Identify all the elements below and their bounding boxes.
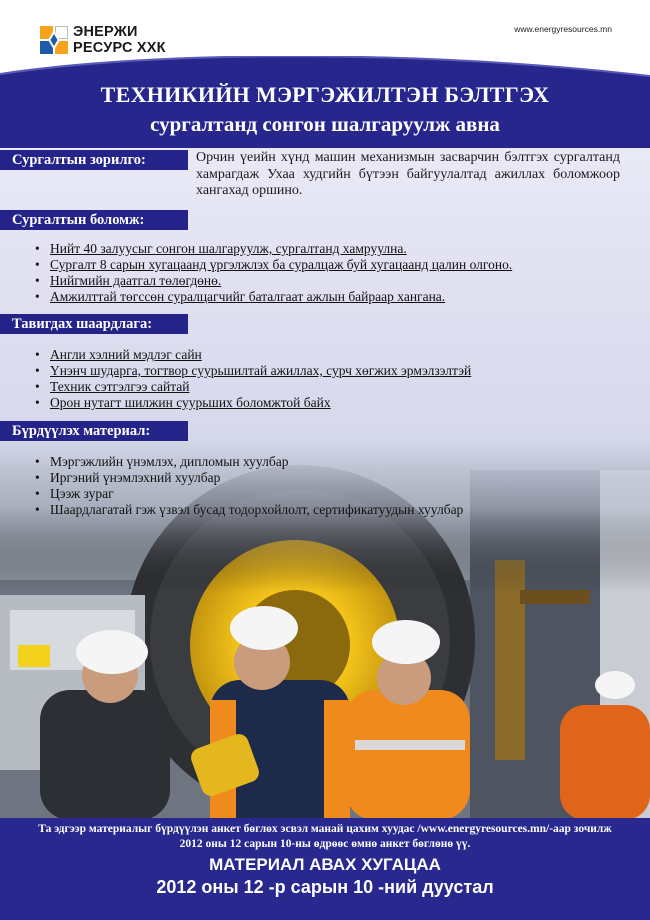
- opportunity-list: [33, 241, 512, 305]
- list-item: • Техник сэтгэлгээ сайтай: [33, 379, 471, 395]
- list-item: • Иргэний үнэмлэхний хуулбар: [33, 470, 463, 486]
- list-item: • Англи хэлний мэдлэг сайн: [33, 347, 471, 363]
- company-logo-icon: [40, 26, 68, 54]
- list-item: • Мэргэжлийн үнэмлэх, дипломын хуулбар: [33, 454, 463, 470]
- materials-list: [33, 454, 463, 518]
- footer-note-line2: 2012 оны 12 сарын 10-ны өдрөөс өмнө анкет бөглөнө үү.: [179, 838, 471, 850]
- list-item: • Шаардлагатай гэж үзвэл бусад тодорхойлолт, сертификатуудын хуулбар: [33, 502, 463, 518]
- company-name: [73, 24, 166, 56]
- goal-heading: Сургалтын зорилго:: [0, 150, 188, 170]
- company-name-line1: ЭНЕРЖИ: [73, 24, 138, 40]
- footer-note-line1: Та эдгээр материалыг бүрдүүлэн анкет бөглөх эсвэл манай цахим хуудас /www.energyresources.mn/-аар зочилж: [38, 823, 612, 835]
- materials-heading: Бүрдүүлэх материал:: [0, 421, 188, 441]
- list-item: • Нийгмийн даатгал төлөгдөнө.: [33, 273, 512, 289]
- list-item: • Нийт 40 залуусыг сонгон шалгаруулж, сургалтанд хамруулна.: [33, 241, 512, 257]
- company-name-line2: РЕСУРС ХХК: [73, 40, 166, 56]
- header-bar: [0, 0, 650, 64]
- list-item: • Сургалт 8 сарын хугацаанд үргэлжлэх ба суралцаж буй хугацаанд цалин олгоно.: [33, 257, 512, 273]
- list-item: • Амжилттай төгссөн суралцагчийг баталгаат ажлын байраар хангана.: [33, 289, 512, 305]
- page-subtitle: сургалтанд сонгон шалгаруулж авна: [150, 112, 500, 136]
- list-item: • Цээж зураг: [33, 486, 463, 502]
- opportunity-heading: Сургалтын боломж:: [0, 210, 188, 230]
- page-title: ТЕХНИКИЙН МЭРГЭЖИЛТЭН БЭЛТГЭХ: [100, 82, 550, 107]
- list-item: • Орон нутагт шилжин суурьших боломжтой байх: [33, 395, 471, 411]
- goal-text: Орчин үеийн хүнд машин механизмын засварчин бэлтгэх сургалтанд хамрагдаж Ухаа худгийн бүтээн байгуулалтад ажиллах боломжоор хангахад оршино.: [196, 150, 620, 198]
- requirements-heading: Тавигдах шаардлага:: [0, 314, 188, 334]
- website-url[interactable]: www.energyresources.mn: [514, 24, 612, 34]
- requirements-list: [33, 347, 471, 411]
- list-item: • Үнэнч шударга, тогтвор суурьшилтай ажиллах, сурч хөгжих эрмэлзэлтэй: [33, 363, 471, 379]
- deadline-date: 2012 оны 12 -р сарын 10 -ний дуустал: [156, 877, 494, 897]
- deadline-heading: МАТЕРИАЛ АВАХ ХУГАЦАА: [209, 855, 441, 874]
